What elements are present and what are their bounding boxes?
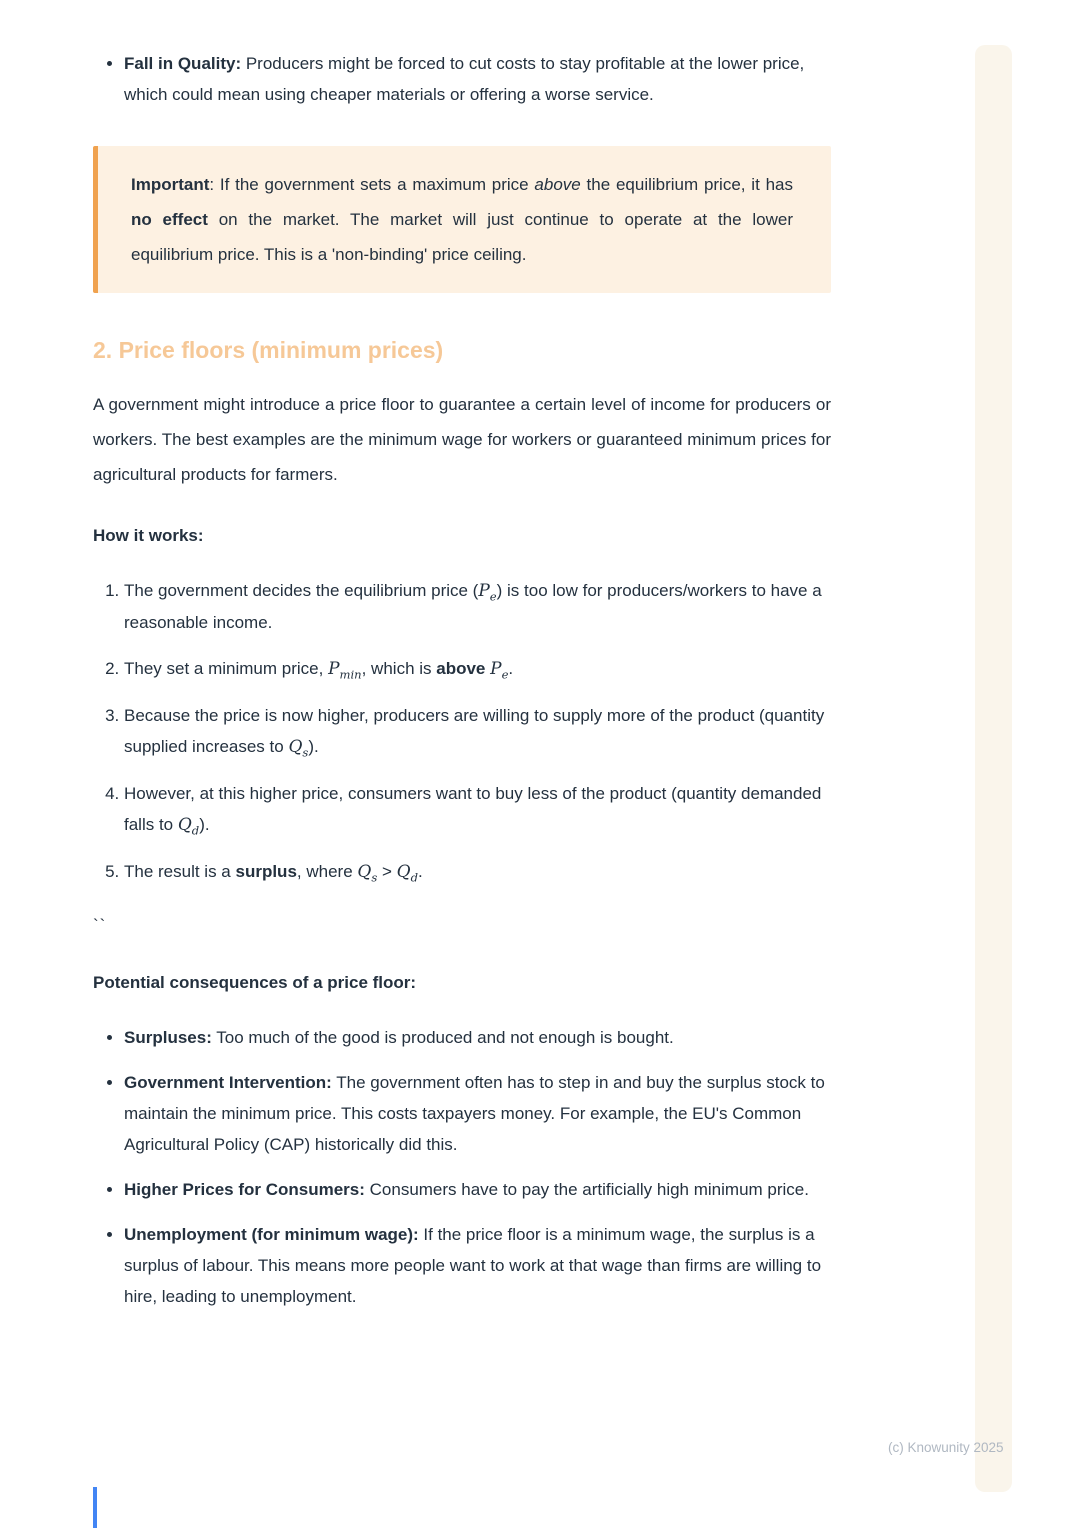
list-item — [124, 1067, 831, 1160]
text-cursor-marker — [93, 1487, 97, 1528]
rich-text: The result is a surplus, where $Q_s > Q_d$. — [124, 862, 423, 885]
consequences-list — [93, 1022, 831, 1312]
quality-bullet-list — [93, 48, 831, 110]
rich-text: The government decides the equilibrium price $(P_e)$ is too low for producers/workers to have a reasonable income. — [124, 581, 822, 632]
callout-text: Important: If the government sets a maximum price above the equilibrium price, it has no effect on the market. The market will just continue to operate at the lower equilibrium price. This is a 'non-binding' price ceiling. — [131, 175, 794, 264]
copyright-watermark: (c) Knowunity 2025 — [888, 1440, 1004, 1455]
rich-text: Unemployment (for minimum wage): If the price floor is a minimum wage, the surplus is a surplus of labour. This means more people want to work at that wage than firms are willing to hire, leading to unemployment. — [124, 1225, 822, 1306]
important-callout — [93, 146, 831, 293]
section-heading: 2. Price floors (minimum prices) — [93, 337, 444, 363]
document-content — [93, 0, 831, 1312]
step-item — [124, 653, 831, 685]
consequences-label: Potential consequences of a price floor: — [93, 973, 417, 992]
rich-text: Because the price is now higher, producers are willing to supply more of the product (quantity supplied increases to $Q_s$). — [124, 706, 825, 760]
step-item — [124, 700, 831, 763]
rich-text: Higher Prices for Consumers: Consumers have to pay the artificially high minimum price. — [124, 1180, 809, 1199]
steps-list — [93, 575, 831, 888]
step-item — [124, 856, 831, 888]
list-item — [124, 1219, 831, 1312]
page-edge-strip — [975, 45, 1012, 1492]
rich-text: Fall in Quality: Producers might be forced to cut costs to stay profitable at the lower price, which could mean using cheaper materials or offering a worse service. — [124, 54, 805, 104]
step-item — [124, 575, 831, 638]
how-it-works-label: How it works: — [93, 526, 204, 545]
rich-text: Surpluses: Too much of the good is produced and not enough is bought. — [124, 1028, 674, 1047]
step-item — [124, 778, 831, 841]
rich-text: However, at this higher price, consumers want to buy less of the product (quantity demanded falls to $Q_d$). — [124, 784, 822, 838]
rich-text: Government Intervention: The government often has to step in and buy the surplus stock to maintain the minimum price. This costs taxpayers money. For example, the EU's Common Agricultural Policy (CAP) historically did this. — [124, 1073, 825, 1154]
list-item — [124, 1022, 831, 1053]
rich-text: They set a minimum price, $P_{min}$, which is above $P_e$. — [124, 659, 514, 682]
list-item — [124, 48, 831, 110]
section-intro-paragraph: A government might introduce a price floor to guarantee a certain level of income for producers or workers. The best examples are the minimum wage for workers or guaranteed minimum prices for agricultural products for farmers. — [93, 395, 831, 484]
stray-code-text: `` — [93, 916, 107, 935]
list-item — [124, 1174, 831, 1205]
